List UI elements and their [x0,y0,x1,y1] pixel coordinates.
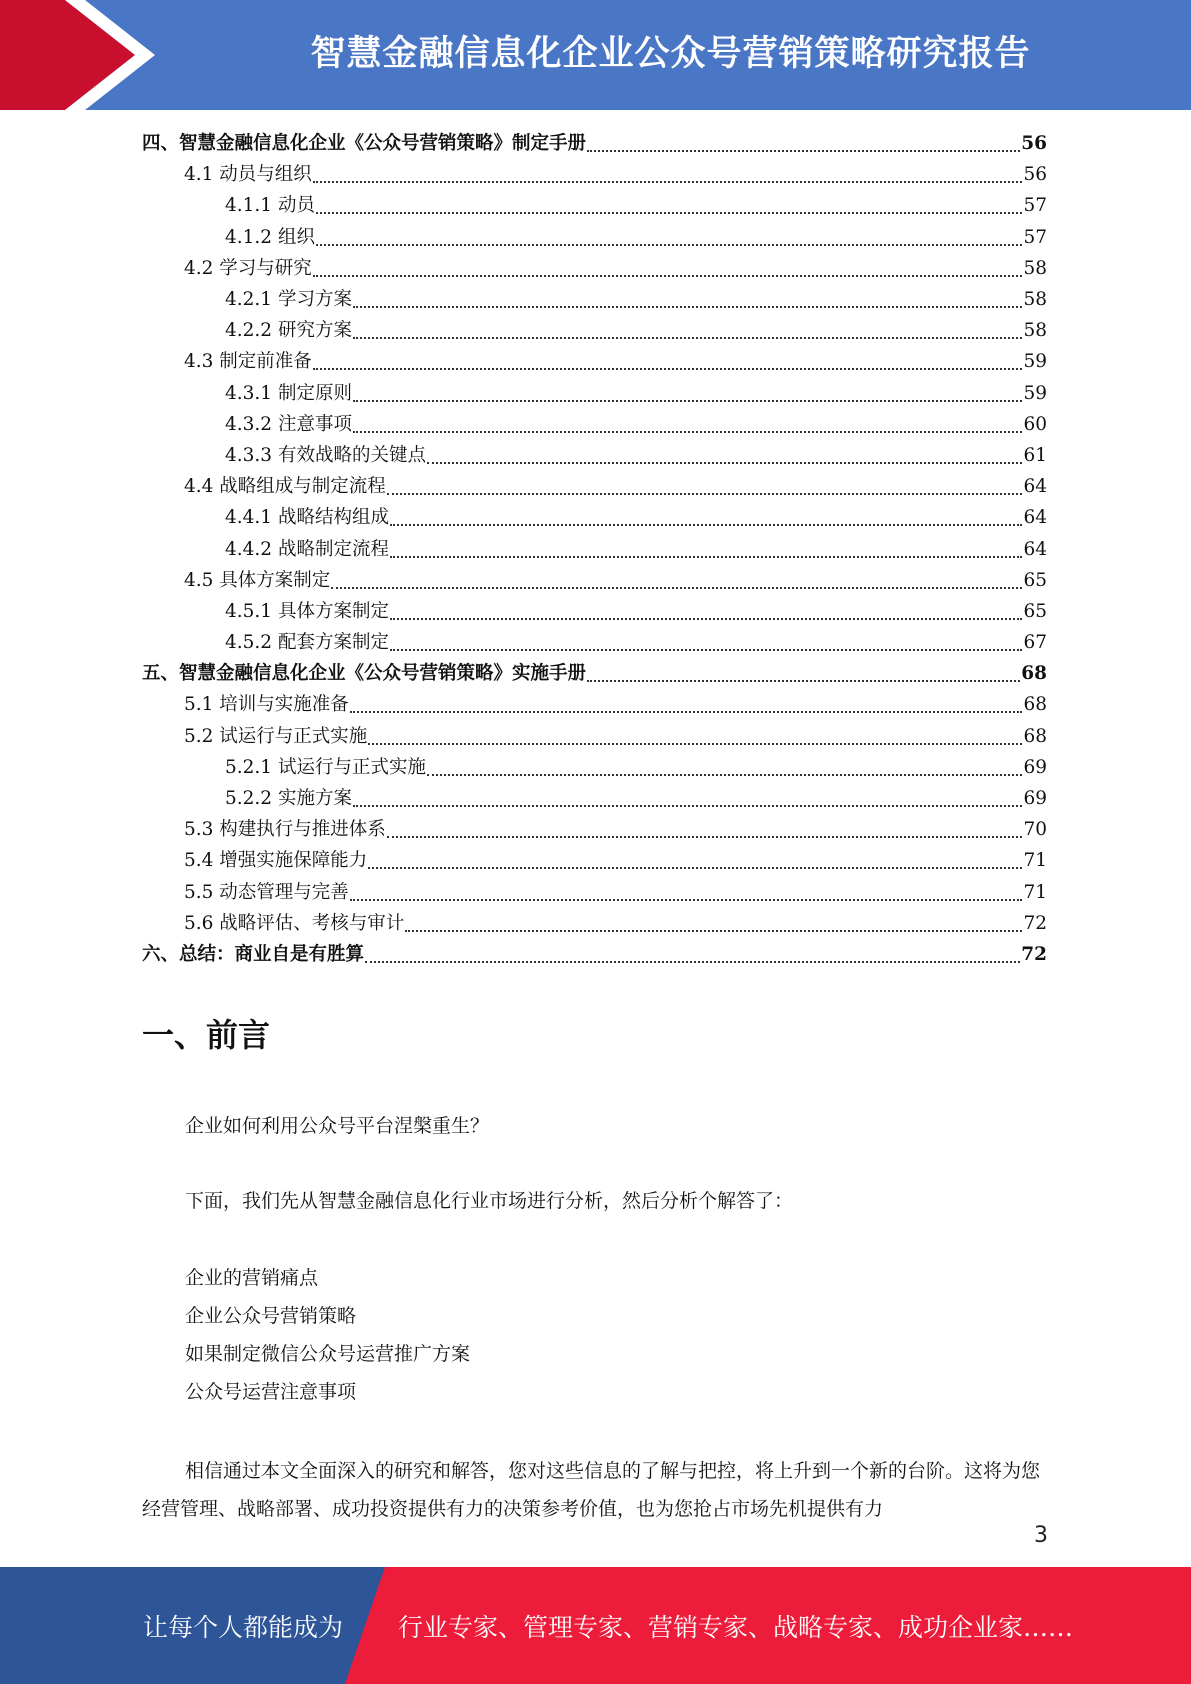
toc-entry-label: 4.2.1 学习方案 [225,289,352,311]
toc-dot-leader [390,555,1022,558]
section-heading: 一、前言 [142,1016,271,1054]
footer-slogan-right: 行业专家、管理专家、营销专家、战略专家、成功企业家…… [398,1613,1074,1642]
toc-entry-page: 64 [1023,538,1047,560]
toc-entry-label: 4.4 战略组成与制定流程 [184,476,386,498]
toc-dot-leader [331,586,1022,589]
toc-entry[interactable] [142,752,1047,783]
toc-dot-leader [390,648,1022,651]
page-footer [0,1567,1191,1684]
toc-entry[interactable] [142,596,1047,627]
toc-entry-label: 4.2.2 研究方案 [225,320,352,342]
intro-question: 企业如何利用公众号平台涅槃重生？ [185,1115,490,1137]
toc-dot-leader [368,866,1022,869]
toc-dot-leader [316,243,1023,246]
toc-dot-leader [427,773,1022,776]
toc-entry[interactable] [142,159,1047,190]
toc-entry-label: 5.2.1 试运行与正式实施 [225,756,426,778]
toc-entry-page: 59 [1023,351,1047,373]
toc-dot-leader [390,523,1022,526]
toc-entry[interactable] [142,253,1047,284]
toc-entry[interactable] [142,284,1047,315]
toc-entry-page: 60 [1023,413,1047,435]
toc-dot-leader [313,367,1023,370]
toc-entry-page: 57 [1023,195,1047,217]
toc-dot-leader [353,399,1023,402]
toc-entry-page: 56 [1021,133,1047,155]
toc-entry-label: 5.2.2 实施方案 [225,788,352,810]
point-item: 企业公众号营销策略 [185,1305,357,1327]
toc-entry-label: 4.3.3 有效战略的关键点 [225,444,426,466]
toc-entry[interactable] [142,689,1047,720]
toc-entry-label: 4.3.1 制定原则 [225,382,352,404]
toc-entry-page: 65 [1023,600,1047,622]
toc-dot-leader [313,274,1023,277]
toc-entry-label: 4.3.2 注意事项 [225,413,352,435]
toc-entry-page: 58 [1023,257,1047,279]
toc-dot-leader [365,960,1020,963]
toc-entry-label: 4.5 具体方案制定 [184,569,331,591]
toc-entry-label: 六、总结：商业自是有胜算 [142,943,365,965]
toc-entry-page: 58 [1023,289,1047,311]
toc-dot-leader [387,835,1023,838]
toc-entry[interactable] [142,190,1047,221]
closing-paragraph: 相信通过本文全面深入的研究和解答，您对这些信息的了解与把控，将上升到一个新的台阶。这将为您经营管理、战略部署、成功投资提供有力的决策参考价值，也为您抢占市场先机提供有力 [142,1460,1041,1520]
toc-dot-leader [368,742,1022,745]
toc-entry-label: 5.3 构建执行与推进体系 [184,819,386,841]
toc-entry[interactable] [142,533,1047,564]
toc-dot-leader [587,149,1020,152]
toc-entry-page: 67 [1023,632,1047,654]
toc-entry[interactable] [142,471,1047,502]
toc-entry[interactable] [142,877,1047,908]
toc-entry-page: 58 [1023,320,1047,342]
toc-entry-label: 4.5.2 配套方案制定 [225,632,389,654]
toc-entry[interactable] [142,721,1047,752]
toc-entry-label: 4.1 动员与组织 [184,164,312,186]
toc-entry[interactable] [142,783,1047,814]
toc-entry[interactable] [142,939,1047,970]
point-item: 公众号运营注意事项 [185,1381,357,1403]
toc-entry-page: 61 [1023,444,1047,466]
toc-dot-leader [353,305,1023,308]
toc-dot-leader [387,492,1023,495]
toc-entry-label: 4.3 制定前准备 [184,351,312,373]
header-title: 智慧金融信息化企业公众号营销策略研究报告 [310,34,1031,74]
toc-entry[interactable] [142,814,1047,845]
toc-entry[interactable] [142,378,1047,409]
toc-entry-label: 四、智慧金融信息化企业《公众号营销策略》制定手册 [142,133,587,155]
page-header [0,0,1191,110]
toc-entry[interactable] [142,222,1047,253]
toc-dot-leader [405,929,1022,932]
intro-lead: 下面，我们先从智慧金融信息化行业市场进行分析，然后分析个解答了： [185,1190,794,1212]
toc-entry-page: 71 [1023,850,1047,872]
toc-entry-page: 57 [1023,226,1047,248]
toc-dot-leader [390,617,1022,620]
toc-entry-page: 70 [1023,819,1047,841]
toc-dot-leader [316,211,1023,214]
toc-entry[interactable] [142,440,1047,471]
toc-entry-label: 5.2 试运行与正式实施 [184,725,368,747]
toc-entry-label: 4.5.1 具体方案制定 [225,600,389,622]
toc-entry[interactable] [142,346,1047,377]
toc-dot-leader [427,461,1022,464]
toc-entry-label: 4.4.1 战略结构组成 [225,507,389,529]
toc-entry-page: 71 [1023,881,1047,903]
toc-entry-page: 68 [1021,663,1047,685]
toc-entry-page: 72 [1023,912,1047,934]
toc-entry[interactable] [142,315,1047,346]
toc-entry-label: 5.4 增强实施保障能力 [184,850,368,872]
toc-entry-page: 56 [1023,164,1047,186]
toc-entry-label: 4.1.1 动员 [225,195,315,217]
toc-entry-page: 72 [1021,943,1047,965]
toc-entry-page: 68 [1023,694,1047,716]
page-number: 3 [1034,1523,1048,1548]
toc-entry-label: 5.1 培训与实施准备 [184,694,349,716]
toc-dot-leader [353,804,1023,807]
toc-entry-label: 4.1.2 组织 [225,226,315,248]
toc-entry[interactable] [142,627,1047,658]
toc-entry-page: 69 [1023,788,1047,810]
footer-slogan-left: 让每个人都能成为 [143,1613,344,1642]
toc-entry-page: 68 [1023,725,1047,747]
table-of-contents [142,128,1047,970]
toc-dot-leader [350,898,1023,901]
toc-entry[interactable] [142,565,1047,596]
toc-entry-page: 65 [1023,569,1047,591]
toc-entry[interactable] [142,502,1047,533]
toc-dot-leader [353,336,1023,339]
toc-entry-page: 64 [1023,507,1047,529]
toc-dot-leader [587,679,1020,682]
toc-entry-label: 5.6 战略评估、考核与审计 [184,912,405,934]
toc-dot-leader [353,430,1023,433]
toc-entry-label: 5.5 动态管理与完善 [184,881,349,903]
toc-entry[interactable] [142,658,1047,689]
point-item: 企业的营销痛点 [185,1267,319,1289]
toc-entry[interactable] [142,409,1047,440]
toc-entry-label: 4.4.2 战略制定流程 [225,538,389,560]
toc-dot-leader [350,710,1023,713]
toc-entry[interactable] [142,128,1047,159]
point-item: 如果制定微信公众号运营推广方案 [185,1343,471,1365]
toc-entry-label: 4.2 学习与研究 [184,257,312,279]
toc-entry-page: 64 [1023,476,1047,498]
toc-entry-page: 59 [1023,382,1047,404]
toc-entry-page: 69 [1023,756,1047,778]
toc-entry[interactable] [142,908,1047,939]
toc-entry[interactable] [142,845,1047,876]
toc-dot-leader [313,180,1023,183]
toc-entry-label: 五、智慧金融信息化企业《公众号营销策略》实施手册 [142,663,587,685]
